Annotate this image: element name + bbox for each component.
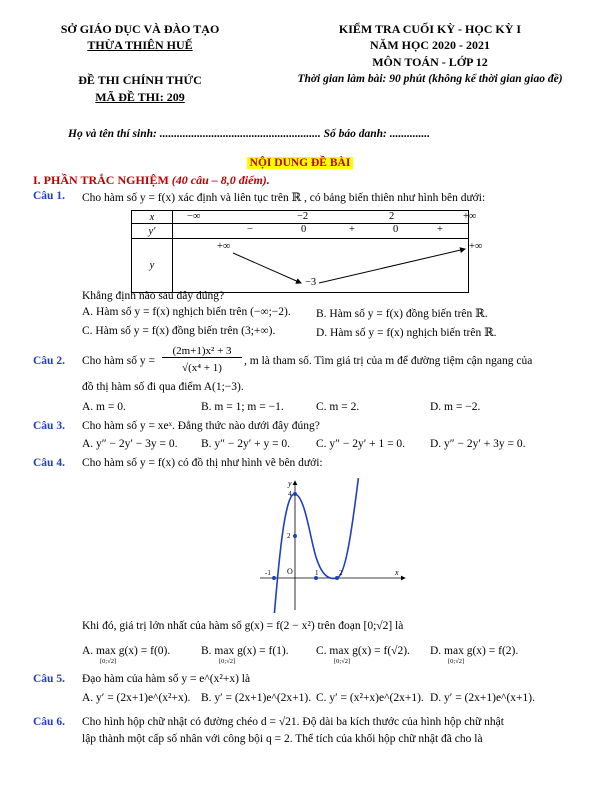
y-axis-label: y — [288, 479, 292, 488]
q2-line2: đồ thị hàm số đi qua điểm A(1;−3). — [82, 381, 244, 393]
q1-prompt: Khẳng định nào sau đây đúng? — [82, 290, 225, 302]
point-neg1 — [272, 576, 276, 580]
q4-option-c[interactable]: C. max g(x) = f(√2). — [316, 645, 410, 657]
tick-x1: 1 — [315, 569, 319, 577]
vt-zero-2: 0 — [393, 224, 399, 235]
q1-option-d[interactable]: D. Hàm số y = f(x) nghịch biến trên ℝ. — [316, 327, 497, 339]
vt-y-label: y — [132, 239, 173, 293]
department-name: SỞ GIÁO DỤC VÀ ĐÀO TẠO — [60, 22, 220, 36]
q4-text: Cho hàm số y = f(x) có đồ thị như hình vẽ bên dưới: — [82, 457, 323, 469]
vt-yprime-label: y′ — [132, 224, 173, 239]
tick-x2: 2 — [339, 569, 343, 577]
vt-y-min: −3 — [305, 277, 317, 288]
q2-option-c[interactable]: C. m = 2. — [316, 401, 360, 413]
q5-option-b[interactable]: B. y′ = (2x+1)e^(2x+1). — [201, 692, 312, 704]
q1-option-c[interactable]: C. Hàm số y = f(x) đồng biến trên (3;+∞). — [82, 325, 276, 337]
vt-y-start: +∞ — [217, 241, 231, 252]
content-title: NỘI DUNG ĐỀ BÀI — [247, 157, 354, 169]
vt-x-minus2: −2 — [297, 211, 309, 222]
q5-label: Câu 5. — [33, 673, 65, 685]
q2-option-a[interactable]: A. m = 0. — [82, 401, 126, 413]
variation-table — [131, 210, 483, 293]
q4-option-d[interactable]: D. max g(x) = f(2). — [430, 645, 519, 657]
q4-option-a[interactable]: A. max g(x) = f(0). — [82, 645, 171, 657]
vt-sign-1: − — [247, 224, 253, 235]
official-exam: ĐỀ THI CHÍNH THỨC — [78, 73, 202, 87]
q4-sub-c: [0;√2] — [334, 658, 351, 665]
point-y2 — [293, 534, 297, 538]
province-name: THỪA THIÊN HUẾ — [87, 38, 193, 52]
vt-zero-1: 0 — [301, 224, 307, 235]
point-max — [293, 492, 297, 496]
q6-label: Câu 6. — [33, 716, 65, 728]
q1-label: Câu 1. — [33, 190, 65, 202]
q2-option-d[interactable]: D. m = −2. — [430, 401, 481, 413]
q2-option-b[interactable]: B. m = 1; m = −1. — [201, 401, 284, 413]
graph-curve — [274, 478, 359, 613]
q1-option-b[interactable]: B. Hàm số y = f(x) đồng biến trên ℝ. — [316, 308, 488, 320]
q3-text: Cho hàm số y = xeˣ. Đẳng thức nào dưới đây đúng? — [82, 420, 320, 432]
vt-x-neg-inf: −∞ — [187, 211, 201, 222]
origin-label: O — [287, 567, 293, 576]
q4-sub-b: [0;√2] — [219, 658, 236, 665]
q4-sub-d: [0;√2] — [448, 658, 465, 665]
vt-x-2: 2 — [389, 211, 395, 222]
q4-prompt: Khi đó, giá trị lớn nhất của hàm số g(x) = f(2 − x²) trên đoạn [0;√2] là — [82, 620, 404, 632]
q5-option-c[interactable]: C. y′ = (x²+x)e^(2x+1). — [316, 692, 424, 704]
q2-post: , m là tham số. Tìm giá trị của m để đường tiệm cận ngang của — [244, 355, 533, 367]
time-note: Thời gian làm bài: 90 phút (không kể thời gian giao đề) — [297, 73, 563, 85]
q2-numerator: (2m+1)x² + 3 — [162, 345, 242, 358]
vt-x-pos-inf: +∞ — [463, 211, 477, 222]
q1-text: Cho hàm số y = f(x) xác định và liên tục trên ℝ , có bảng biến thiên như hình bên dưới: — [82, 192, 486, 204]
q2-denominator: √(x⁴ + 1) — [182, 362, 222, 374]
q3-option-c[interactable]: C. y″ − 2y′ + 1 = 0. — [316, 438, 406, 450]
tick-y2: 2 — [287, 532, 291, 540]
vt-x-label: x — [132, 211, 173, 224]
q4-option-b[interactable]: B. max g(x) = f(1). — [201, 645, 289, 657]
x-axis-label: x — [395, 568, 399, 577]
q2-pre: Cho hàm số y = — [82, 355, 155, 367]
q3-option-b[interactable]: B. y″ − 2y′ + y = 0. — [201, 438, 291, 450]
section-subtitle: (40 câu – 8,0 điểm). — [171, 173, 270, 187]
section-title: I. PHẦN TRẮC NGHIỆM (40 câu – 8,0 điểm). — [33, 173, 270, 187]
q5-option-a[interactable]: A. y′ = (2x+1)e^(x²+x). — [82, 692, 191, 704]
q1-option-a[interactable]: A. Hàm số y = f(x) nghịch biến trên (−∞;−2). — [82, 306, 291, 318]
q3-option-a[interactable]: A. y″ − 2y′ − 3y = 0. — [82, 438, 178, 450]
q5-text: Đạo hàm của hàm số y = e^(x²+x) là — [82, 673, 251, 685]
q4-sub-a: [0;√2] — [100, 658, 117, 665]
vt-arrows — [173, 239, 509, 293]
q5-option-d[interactable]: D. y′ = (2x+1)e^(x+1). — [430, 692, 535, 704]
q3-label: Câu 3. — [33, 420, 65, 432]
vt-y-end: +∞ — [469, 241, 483, 252]
school-year: NĂM HỌC 2020 - 2021 — [370, 38, 490, 52]
vt-sign-2: + — [349, 224, 355, 235]
q4-label: Câu 4. — [33, 457, 65, 469]
exam-code: MÃ ĐỀ THI: 209 — [95, 90, 185, 104]
vt-sign-3: + — [437, 224, 443, 235]
q2-label: Câu 2. — [33, 355, 65, 367]
tick-neg1: -1 — [265, 569, 271, 577]
q3-option-d[interactable]: D. y″ − 2y′ + 3y = 0. — [430, 438, 526, 450]
q6-line1: Cho hình hộp chữ nhật có đường chéo d = √21. Độ dài ba kích thước của hình hộp chữ nhật — [82, 716, 504, 728]
exam-title: KIỂM TRA CUỐI KỲ - HỌC KỲ I — [338, 22, 522, 36]
function-graph — [255, 478, 415, 613]
subject: MÔN TOÁN - LỚP 12 — [372, 55, 488, 69]
tick-y4: 4 — [288, 490, 292, 498]
student-info-line: Họ và tên thí sinh: ........................................................ Số báo danh: .............. — [68, 128, 430, 140]
q6-line2: lập thành một cấp số nhân với công bội q = 2. Thể tích của khối hộp chữ nhật đã cho là — [82, 733, 483, 745]
